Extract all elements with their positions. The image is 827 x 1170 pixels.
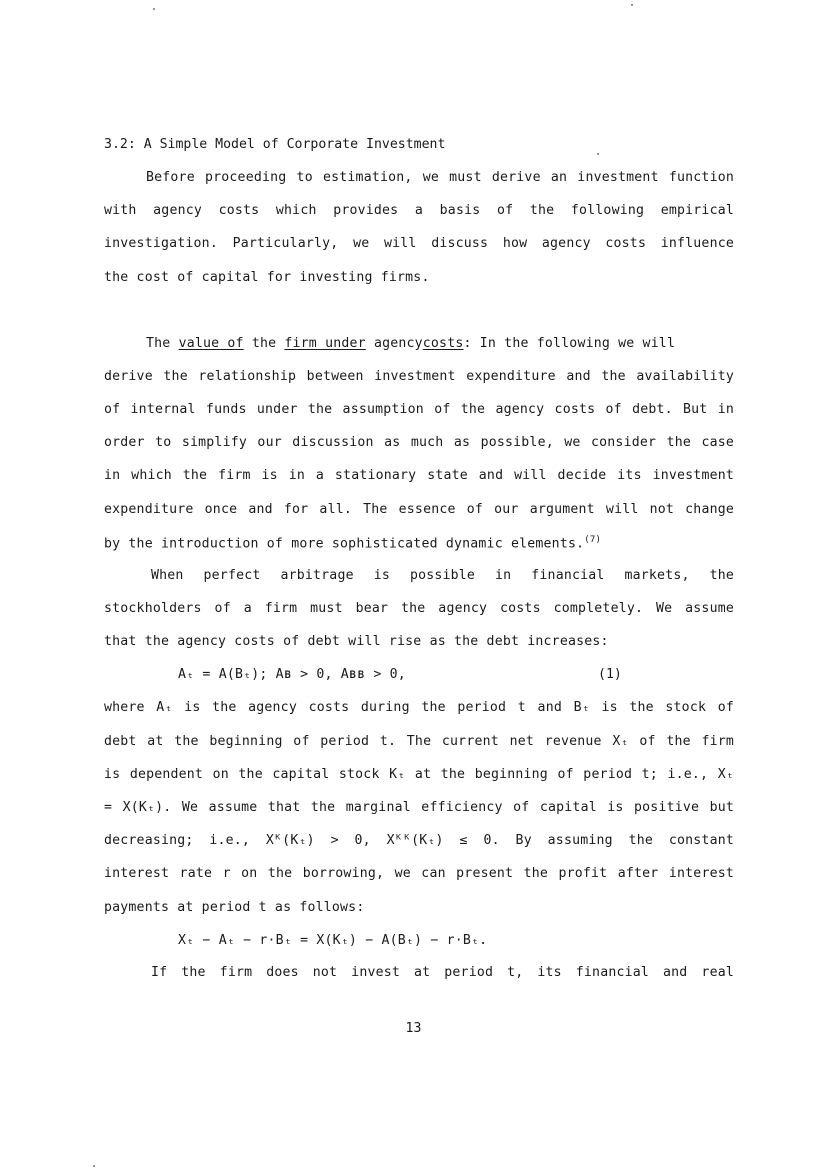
scan-speck — [631, 4, 633, 6]
paragraph-line: that the agency costs of debt will rise as the debt increases: — [104, 634, 609, 649]
footnote-marker: (7) — [584, 535, 602, 545]
paragraph-line: Before proceeding to estimation, we must derive an investment function — [146, 170, 734, 185]
paragraph-text: by the introduction of more sophisticated dynamic elements. — [104, 536, 585, 552]
equation-1: Aₜ = A(Bₜ); Aʙ > 0, Aʙʙ > 0, — [178, 667, 406, 682]
underlined-phrase: costs — [422, 336, 464, 351]
lead-rest: : In the following we will — [463, 336, 676, 351]
paragraph-line — [104, 535, 601, 551]
equation-number: (1) — [598, 667, 622, 682]
lead-word: The — [146, 336, 171, 351]
paragraph-lead-line — [146, 336, 734, 351]
paragraph-line: stockholders of a firm must bear the agency costs completely. We assume — [104, 601, 734, 616]
paragraph-line: in which the firm is in a stationary state and will decide its investment — [104, 468, 734, 483]
page-number: 13 — [405, 1021, 422, 1036]
paragraph-line: the cost of capital for investing firms. — [104, 270, 430, 285]
paragraph-line: investigation. Particularly, we will discuss how agency costs influence — [104, 236, 734, 251]
scan-speck — [93, 1165, 95, 1167]
lead-word: agency — [373, 336, 423, 351]
paragraph-line: = X(Kₜ). We assume that the marginal efficiency of capital is positive but — [104, 800, 734, 815]
paragraph-line: interest rate r on the borrowing, we can present the profit after interest — [104, 866, 734, 881]
paragraph-line: with agency costs which provides a basis of the following empirical — [104, 203, 734, 218]
paragraph-line: debt at the beginning of period t. The current net revenue Xₜ of the firm — [104, 734, 734, 749]
paragraph-line: payments at period t as follows: — [104, 900, 365, 915]
paragraph-line: expenditure once and for all. The essence of our argument will not change — [104, 502, 734, 517]
underlined-phrase: value of — [178, 336, 244, 351]
paragraph-line: decreasing; i.e., Xᴷ(Kₜ) > 0, Xᴷᴷ(Kₜ) ≤ 0. By assuming the constant — [104, 833, 734, 848]
paragraph-line: of internal funds under the assumption of the agency costs of debt. But in — [104, 402, 734, 417]
paragraph-line: derive the relationship between investment expenditure and the availability — [104, 369, 734, 384]
underlined-phrase: firm under — [284, 336, 366, 351]
paragraph-line: order to simplify our discussion as much as possible, we consider the case — [104, 435, 734, 450]
paragraph-line: If the firm does not invest at period t, its financial and real — [151, 965, 734, 980]
equation-2: Xₜ − Aₜ − r·Bₜ = X(Kₜ) − A(Bₜ) − r·Bₜ. — [178, 933, 488, 948]
section-heading: 3.2: A Simple Model of Corporate Investment — [104, 137, 446, 152]
scan-speck — [153, 8, 155, 10]
paragraph-line: is dependent on the capital stock Kₜ at the beginning of period t; i.e., Xₜ — [104, 767, 734, 782]
paragraph-line: When perfect arbitrage is possible in financial markets, the — [151, 568, 734, 583]
lead-word: the — [251, 336, 277, 351]
paragraph-line: where Aₜ is the agency costs during the period t and Bₜ is the stock of — [104, 700, 734, 715]
scan-speck — [597, 153, 599, 155]
